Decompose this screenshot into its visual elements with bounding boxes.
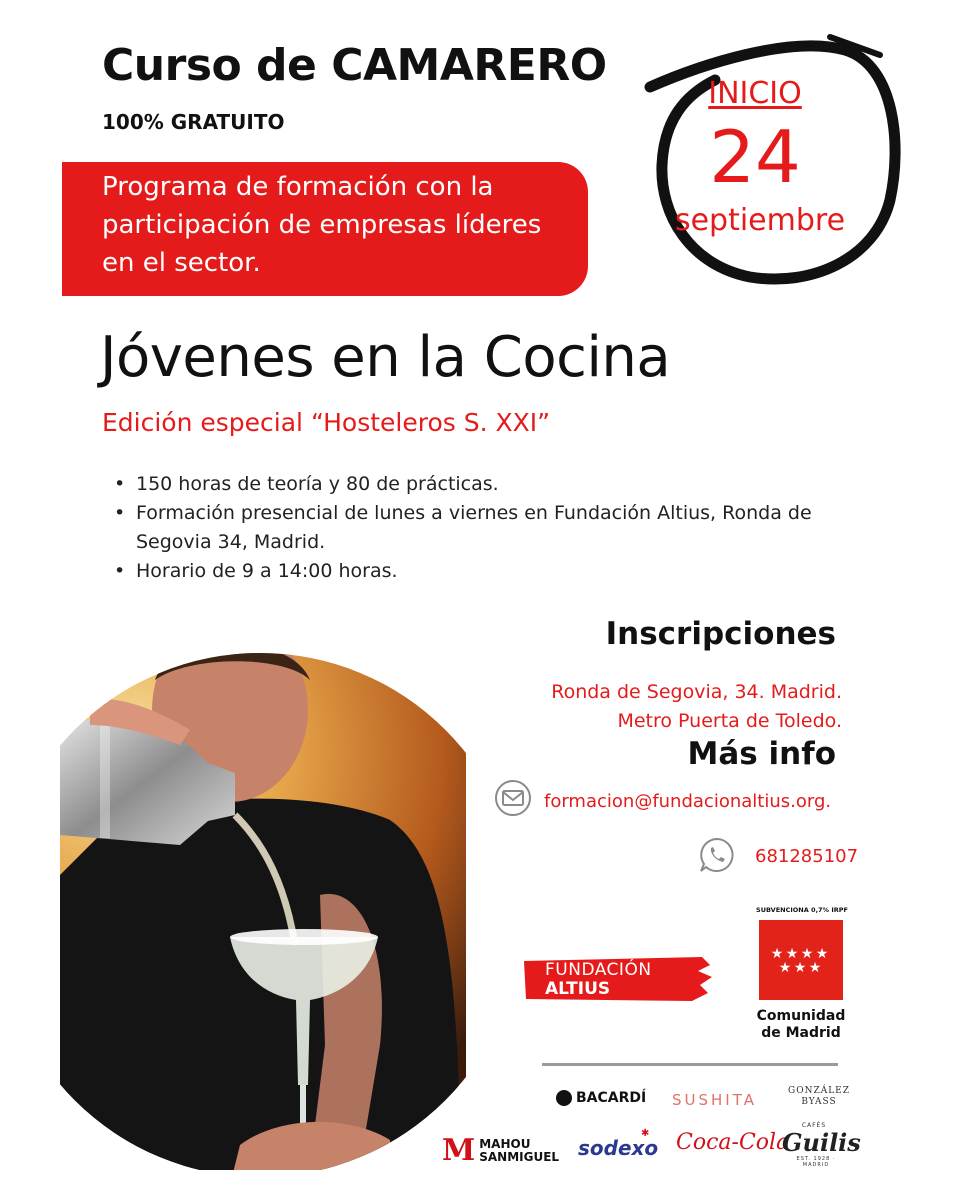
coca-cola-logo: Coca-Cola: [676, 1130, 790, 1155]
course-title: Curso de CAMARERO: [102, 40, 607, 91]
guilis-logo: Guilis: [782, 1128, 861, 1157]
altius-logo-line2: ALTIUS: [545, 979, 611, 999]
bartender-photo: [60, 645, 466, 1170]
envelope-icon: [494, 779, 532, 817]
whatsapp-icon: [698, 836, 736, 874]
program-edition: Edición especial “Hosteleros S. XXI”: [102, 408, 551, 437]
phone-link[interactable]: 681285107: [755, 846, 859, 867]
bacardi-logo: BACARDÍ: [556, 1090, 646, 1106]
list-item: • Formación presencial de lunes a viernes en Fundación Altius, Ronda de Segovia 34, Madrid.: [112, 499, 832, 557]
svg-text:★: ★: [778, 960, 792, 976]
banner-text: Programa de formación con la participación de empresas líderes en el sector.: [102, 172, 542, 278]
list-item: • 150 horas de teoría y 80 de prácticas.: [112, 470, 832, 499]
email-link[interactable]: formacion@fundacionaltius.org.: [544, 791, 832, 812]
guilis-logo-top: CAFÉS: [801, 1122, 827, 1129]
star-icon: ✱: [641, 1128, 650, 1139]
start-label: INICIO: [708, 76, 802, 111]
sushita-logo: SUSHITA: [672, 1091, 757, 1109]
svg-text:★: ★: [800, 946, 814, 962]
subsidy-note: SUBVENCIONA 0,7% IRPF: [756, 906, 848, 914]
course-details-list: [112, 470, 832, 586]
start-month: septiembre: [674, 203, 846, 238]
comunidad-madrid-flag: [759, 920, 843, 1000]
guilis-logo-bottom: EST. 1928 · MADRID: [796, 1156, 836, 1168]
program-title: Jóvenes en la Cocina: [100, 325, 671, 390]
svg-text:★: ★: [793, 960, 807, 976]
svg-text:★: ★: [815, 946, 829, 962]
sodexo-logo: sodexo: [578, 1136, 659, 1160]
start-day: 24: [709, 115, 801, 199]
bat-icon: [556, 1090, 572, 1106]
registration-title: Inscripciones: [605, 616, 836, 652]
svg-text:★: ★: [808, 960, 822, 976]
registration-address: [480, 678, 842, 736]
mahou-san-miguel-logo: M MAHOU SANMIGUEL: [442, 1133, 560, 1168]
divider: [542, 1063, 838, 1066]
comunidad-madrid-name: Comunidad de Madrid: [756, 1008, 846, 1041]
address-line: Ronda de Segovia, 34. Madrid.: [551, 681, 842, 703]
svg-text:★: ★: [770, 946, 784, 962]
more-info-title: Más info: [687, 736, 836, 772]
gonzalez-byass-logo: GONZÁLEZ BYASS: [788, 1086, 850, 1107]
altius-logo-line1: FUNDACIÓN: [545, 960, 652, 980]
address-line: Metro Puerta de Toledo.: [617, 710, 842, 732]
svg-text:★: ★: [785, 946, 799, 962]
list-item: • Horario de 9 a 14:00 horas.: [112, 557, 832, 586]
mahou-m-icon: M: [442, 1133, 476, 1168]
course-subtitle: 100% GRATUITO: [102, 110, 285, 134]
